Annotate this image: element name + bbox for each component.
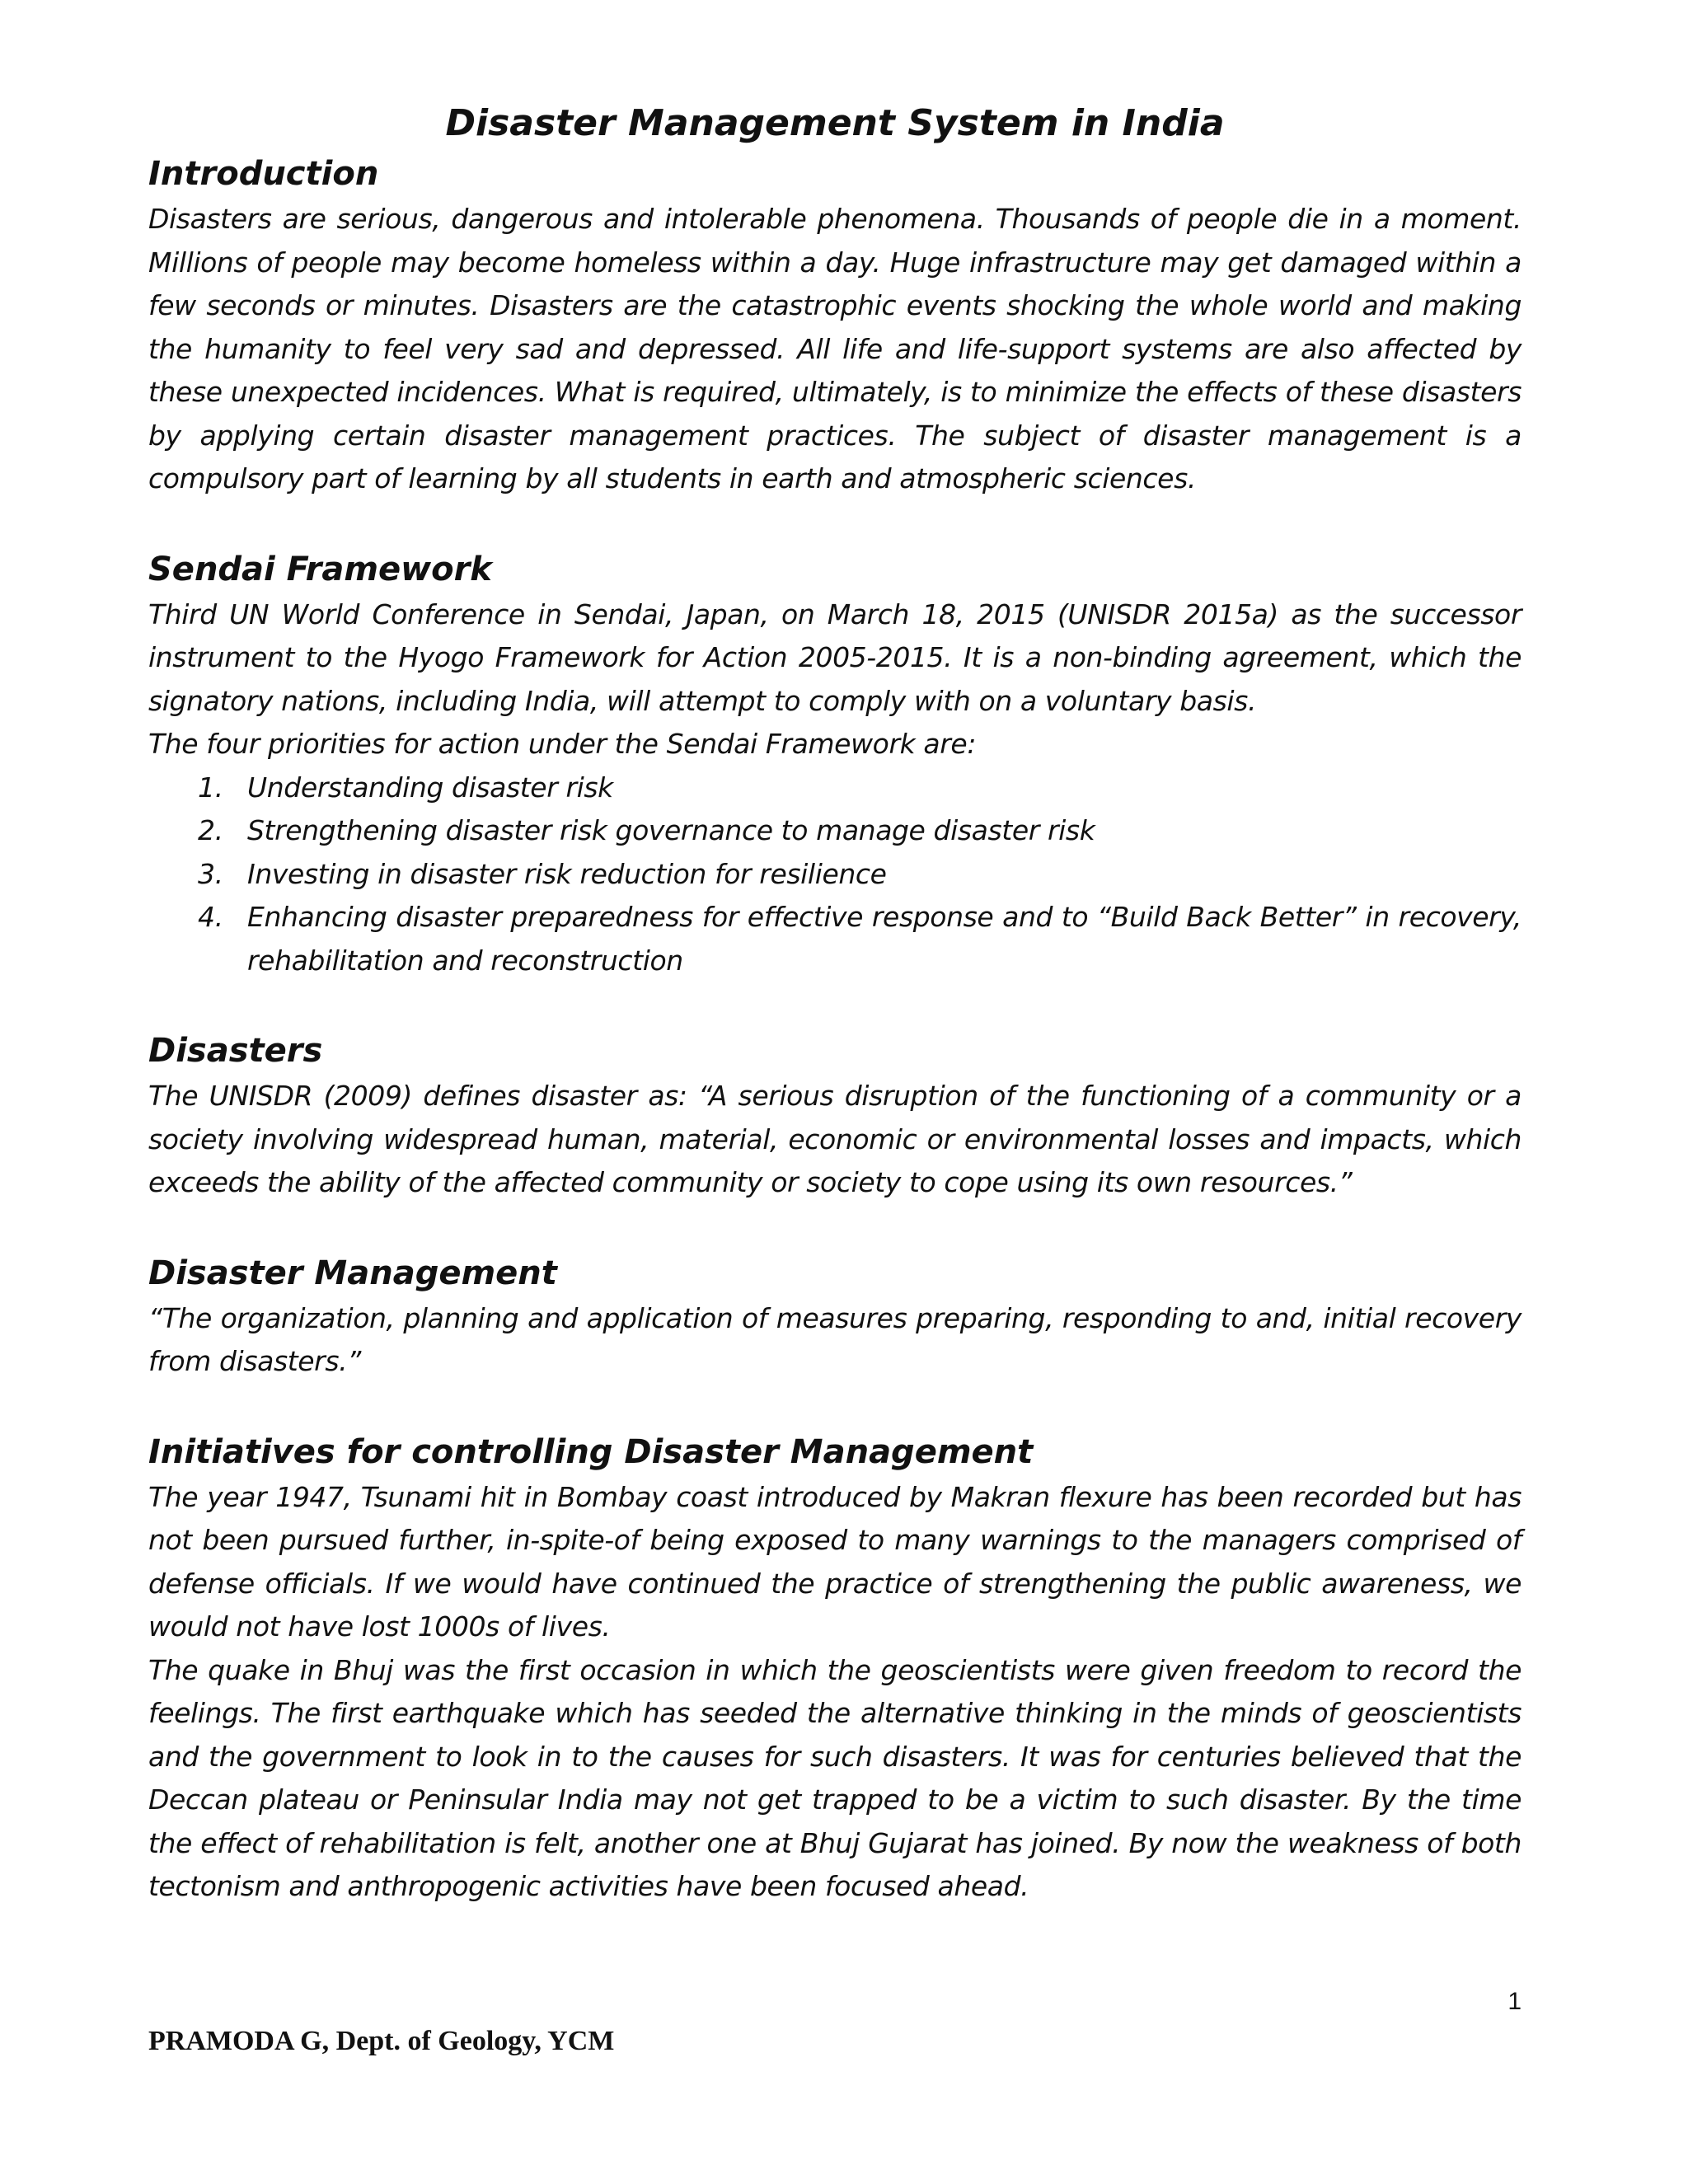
list-item-number: 1.	[198, 771, 223, 804]
section-spacer	[148, 501, 1522, 546]
initiatives-heading: Initiatives for controlling Disaster Management	[148, 1432, 1034, 1471]
section-spacer	[148, 982, 1522, 1027]
page-number: 1	[1507, 1988, 1522, 2015]
section-spacer	[148, 1384, 1522, 1428]
list-item-text: Understanding disaster risk	[247, 771, 613, 804]
disasters-paragraph: The UNISDR (2009) defines disaster as: “A serious disruption of the functioning of a community or a society involving widespread human, material, economic or environmental losses and impacts, which exceeds the ability of the affected community or society to cope using its own resources.”	[148, 1080, 1522, 1198]
list-item-number: 3.	[198, 857, 223, 890]
list-item-text: Enhancing disaster preparedness for effective response and to “Build Back Better” in recovery, rehabilitation and reconstruction	[247, 901, 1522, 977]
list-item-text: Strengthening disaster risk governance to manage disaster risk	[247, 814, 1095, 846]
disasters-heading: Disasters	[148, 1032, 323, 1070]
introduction-heading: Introduction	[148, 155, 379, 193]
sendai-framework-heading: Sendai Framework	[148, 550, 492, 588]
priorities-intro: The four priorities for action under the Sendai Framework are:	[148, 728, 977, 760]
list-item	[148, 896, 1522, 982]
list-item	[148, 766, 1522, 810]
document-title: Disaster Management System in India	[445, 102, 1225, 144]
list-item	[148, 809, 1522, 853]
section-spacer	[148, 1205, 1522, 1249]
sendai-framework-paragraph: Third UN World Conference in Sendai, Japan, on March 18, 2015 (UNISDR 2015a) as the successor instrument to the Hyogo Framework for Action 2005-2015. It is a non-binding agreement, which the signatory nations, including India, will attempt to comply with on a voluntary basis.	[148, 598, 1522, 717]
disaster-management-paragraph: “The organization, planning and application of measures preparing, responding to and, initial recovery from disasters.”	[148, 1301, 1522, 1377]
initiatives-paragraph-1: The year 1947, Tsunami hit in Bombay coast introduced by Makran flexure has been recorded but has not been pursued further, in-spite-of being exposed to many warnings to the managers comprised of defense officials. If we would have continued the practice of strengthening the public awareness, we would not have lost 1000s of lives.	[148, 1480, 1522, 1643]
list-item-number: 2.	[198, 814, 223, 846]
introduction-paragraph: Disasters are serious, dangerous and intolerable phenomena. Thousands of people die in a moment. Millions of people may become homeless within a day. Huge infrastructure may get damaged within a few seconds or minutes. Disasters are the catastrophic events shocking the whole world and making the humanity to feel very sad and depressed. All life and life-support systems are also affected by these unexpected incidences. What is required, ultimately, is to minimize the effects of these disasters by applying certain disaster management practices. The subject of disaster management is a compulsory part of learning by all students in earth and atmospheric sciences.	[148, 203, 1522, 494]
list-item-number: 4.	[198, 901, 223, 933]
list-item	[148, 853, 1522, 897]
disaster-management-heading: Disaster Management	[148, 1254, 557, 1292]
list-item-text: Investing in disaster risk reduction for resilience	[247, 857, 887, 890]
initiatives-paragraph-2: The quake in Bhuj was the first occasion in which the geoscientists were given freedom to record the feelings. The first earthquake which has seeded the alternative thinking in the minds of geoscientists and the government to look in to the causes for such disasters. It was for centuries believed that the Deccan plateau or Peninsular India may not get trapped to be a victim to such disaster. By the time the effect of rehabilitation is felt, another one at Bhuj Gujarat has joined. By now the weakness of both tectonism and anthropogenic activities have been focused ahead.	[148, 1653, 1522, 1902]
page-footer: PRAMODA G, Dept. of Geology, YCM	[148, 2026, 615, 2056]
priorities-list	[148, 766, 1522, 983]
